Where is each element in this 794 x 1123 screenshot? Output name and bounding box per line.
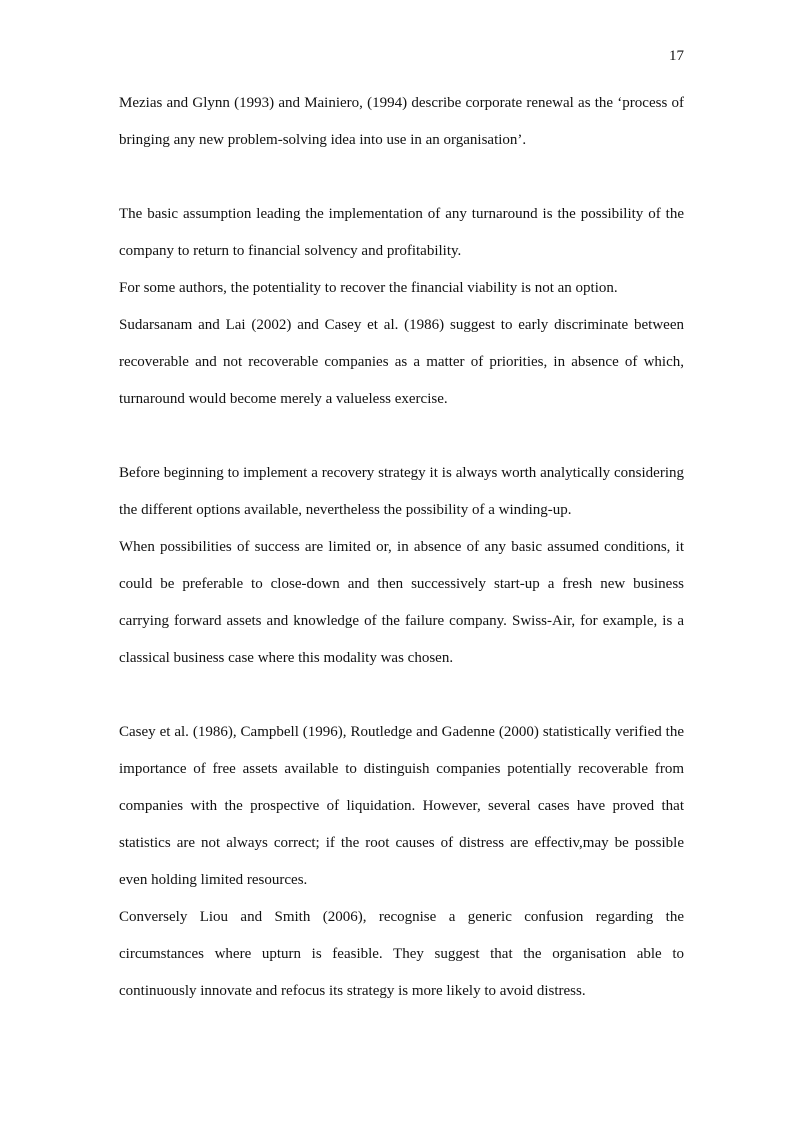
- paragraph-basic-assumption: The basic assumption leading the implementation of any turnaround is the possibility of the company to return to financial solvency and profitability.: [119, 206, 684, 259]
- document-body: [119, 85, 684, 1010]
- page-number: 17: [669, 48, 684, 64]
- paragraph-some-authors: For some authors, the potentiality to recover the financial viability is not an option.: [119, 280, 618, 296]
- paragraph-corporate-renewal: Mezias and Glynn (1993) and Mainiero, (1994) describe corporate renewal as the ‘process of bringing any new problem-solving idea into use in an organisation’.: [119, 95, 684, 148]
- paragraph-sudarsanam-lai: Sudarsanam and Lai (2002) and Casey et al. (1986) suggest to early discriminate between recoverable and not recoverable companies as a matter of priorities, in absence of which, turnaround would become merely a valueless exercise.: [119, 317, 684, 407]
- paragraph-liou-smith: Conversely Liou and Smith (2006), recognise a generic confusion regarding the circumstances where upturn is feasible. They suggest that the organisation able to continuously innovate and refocus its strategy is more likely to avoid distress.: [119, 909, 684, 999]
- paragraph-recovery-strategy: Before beginning to implement a recovery strategy it is always worth analytically considering the different options available, nevertheless the possibility of a winding-up.: [119, 465, 684, 518]
- paragraph-free-assets: Casey et al. (1986), Campbell (1996), Routledge and Gadenne (2000) statistically verified the importance of free assets available to distinguish companies potentially recoverable from companies with the prospective of liquidation. However, several cases have proved that statistics are not always correct; if the root causes of distress are effectiv,may be possible even holding limited resources.: [119, 724, 684, 888]
- paragraph-limited-success: When possibilities of success are limited or, in absence of any basic assumed conditions, it could be preferable to close-down and then successively start-up a fresh new business carrying forward assets and knowledge of the failure company. Swiss-Air, for example, is a classical business case where this modality was chosen.: [119, 539, 684, 666]
